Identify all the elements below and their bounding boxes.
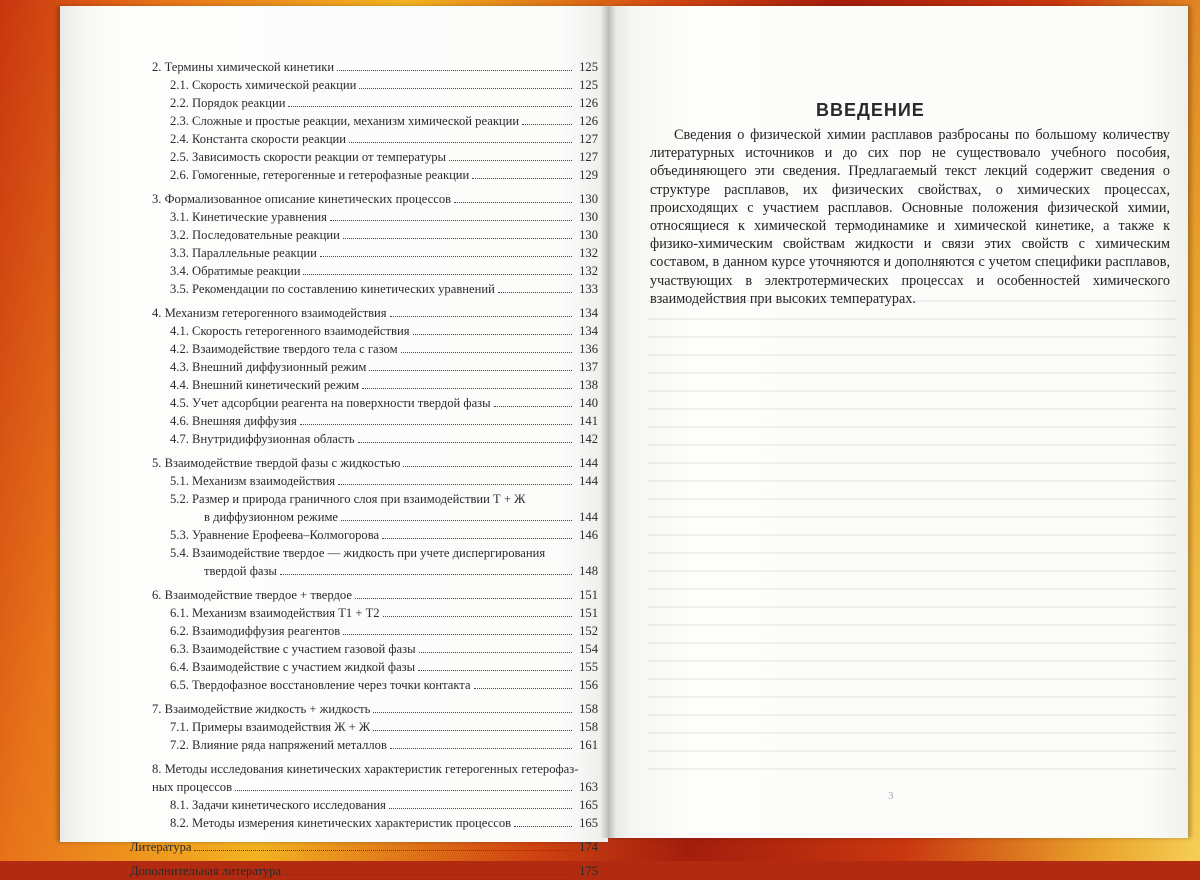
toc-entry xyxy=(142,700,598,718)
toc-entry xyxy=(142,340,598,358)
show-through-line xyxy=(648,408,1176,410)
toc-page-number: 154 xyxy=(579,642,598,656)
toc-page-number: 130 xyxy=(579,210,598,224)
toc-page-number: 146 xyxy=(579,528,598,542)
toc-entry-title: 4. Механизм гетерогенного взаимодействия xyxy=(152,306,387,320)
show-through-line xyxy=(648,480,1176,482)
show-through-line xyxy=(648,516,1176,518)
intro-title: ВВЕДЕНИЕ xyxy=(816,100,925,120)
toc-entry xyxy=(142,112,598,130)
toc-entry-title: 2.4. Константа скорости реакции xyxy=(170,132,347,146)
toc-entry-title: 6.2. Взаимодиффузия реагентов xyxy=(170,624,341,638)
toc-entry-title: 3.3. Параллельные реакции xyxy=(170,246,317,260)
show-through-line xyxy=(648,606,1176,608)
toc-page-number: 132 xyxy=(579,264,598,278)
toc-page-number: 125 xyxy=(579,60,598,74)
show-through-line xyxy=(648,552,1176,554)
show-through-line xyxy=(648,318,1176,320)
toc-entry xyxy=(142,412,598,430)
show-through-line xyxy=(648,426,1176,428)
toc-entry-title: 4.3. Внешний диффузионный режим xyxy=(170,360,367,374)
show-through-line xyxy=(648,768,1176,770)
toc-entry-title: 8.1. Задачи кинетического исследования xyxy=(170,798,386,812)
toc-entry xyxy=(130,838,598,856)
toc-entry xyxy=(142,736,598,754)
toc-entry-title: Литература xyxy=(130,840,192,854)
toc-entry-title: 5.3. Уравнение Ерофеева–Колмогорова xyxy=(170,528,380,542)
show-through-line xyxy=(648,678,1176,680)
show-through-line xyxy=(648,570,1176,572)
toc-entry xyxy=(142,454,598,472)
show-through-line xyxy=(648,336,1176,338)
toc-page-number: 126 xyxy=(579,96,598,110)
toc-page-number: 174 xyxy=(579,840,598,854)
toc-entry xyxy=(142,604,598,622)
toc-entry-title: 5.1. Механизм взаимодействия xyxy=(170,474,336,488)
toc-entry xyxy=(142,622,598,640)
intro-paragraph: Сведения о физической химии расплавов разбросаны по большому количеству литературных источников и до сих пор не существовало учебного пособия, объединяющего эти сведения. Предлагаемый текст лекций содержит сведения о структуре расплавов, их физических свойствах, о химических процессах, происходящих с участием расплавов. Основные положения физической химии, относящиеся к химической термодинамике и химической кинетике, а также к физико-химическим свойствам жидкости и связи этих свойств с химическим составом, в данном курсе уточняются и дополняются с учетом специфики расплавов, участвующих в электротермических процессах и особенностей химического взаимодействия при высоких температурах. xyxy=(650,127,1170,307)
toc-entry xyxy=(142,376,598,394)
toc-entry-title: 6. Взаимодействие твердое + твердое xyxy=(152,588,352,602)
toc-entry xyxy=(142,490,598,508)
toc-entry xyxy=(142,796,598,814)
right-page-number: 3 xyxy=(888,790,894,802)
toc-entry-title: 4.4. Внешний кинетический режим xyxy=(170,378,360,392)
toc-entry xyxy=(142,544,598,562)
toc-page-number: 161 xyxy=(579,738,598,752)
toc-entry xyxy=(142,526,598,544)
toc-page-number: 163 xyxy=(579,780,598,794)
table-of-contents xyxy=(130,58,598,880)
show-through-line xyxy=(648,588,1176,590)
toc-page-number: 132 xyxy=(579,246,598,260)
toc-page-number: 165 xyxy=(579,798,598,812)
toc-entry xyxy=(142,814,598,832)
show-through-line xyxy=(648,750,1176,752)
toc-entry xyxy=(142,586,598,604)
toc-page-number: 158 xyxy=(579,720,598,734)
toc-entry xyxy=(142,304,598,322)
toc-page-number: 165 xyxy=(579,816,598,830)
toc-page-number: 133 xyxy=(579,282,598,296)
toc-entry-title: Дополнительная литература xyxy=(130,864,282,878)
toc-page-number: 158 xyxy=(579,702,598,716)
toc-entry-title: 4.7. Внутридиффузионная область xyxy=(170,432,355,446)
toc-entry-title: 3. Формализованное описание кинетических процессов xyxy=(152,192,452,206)
show-through-line xyxy=(648,354,1176,356)
intro-body xyxy=(650,126,1170,308)
toc-entry-continued xyxy=(142,508,598,526)
toc-page-number: 126 xyxy=(579,114,598,128)
toc-entry-title: 4.5. Учет адсорбции реагента на поверхности твердой фазы xyxy=(170,396,491,410)
toc-entry xyxy=(142,676,598,694)
toc-entry-title: 4.2. Взаимодействие твердого тела с газом xyxy=(170,342,398,356)
show-through-line xyxy=(648,732,1176,734)
show-through-line xyxy=(648,444,1176,446)
toc-page-number: 136 xyxy=(579,342,598,356)
toc-entry-title: 7. Взаимодействие жидкость + жидкость xyxy=(152,702,371,716)
toc-entry xyxy=(142,58,598,76)
toc-entry-title: 4.6. Внешняя диффузия xyxy=(170,414,297,428)
toc-entry-title: 5. Взаимодействие твердой фазы с жидкостью xyxy=(152,456,401,470)
toc-page-number: 151 xyxy=(579,588,598,602)
toc-entry xyxy=(142,322,598,340)
toc-entry-title: 8. Методы исследования кинетических характеристик гетерогенных гетерофаз- xyxy=(152,762,579,776)
toc-entry-continued xyxy=(142,778,598,796)
toc-entry-title: 8.2. Методы измерения кинетических характеристик процессов xyxy=(170,816,512,830)
toc-entry-title-continued: ных процессов xyxy=(152,780,233,794)
toc-entry xyxy=(142,358,598,376)
show-through-line xyxy=(648,714,1176,716)
toc-entry xyxy=(142,244,598,262)
toc-page-number: 127 xyxy=(579,132,598,146)
toc-entry-title: 6.3. Взаимодействие с участием газовой фазы xyxy=(170,642,416,656)
toc-entry xyxy=(142,208,598,226)
toc-entry xyxy=(142,718,598,736)
toc-page-number: 129 xyxy=(579,168,598,182)
toc-entry-title: 7.2. Влияние ряда напряжений металлов xyxy=(170,738,387,752)
toc-page-number: 156 xyxy=(579,678,598,692)
toc-entry-title: 5.2. Размер и природа граничного слоя при взаимодействии Т + Ж xyxy=(170,492,526,506)
show-through-line xyxy=(648,660,1176,662)
toc-page-number: 151 xyxy=(579,606,598,620)
show-through-line xyxy=(648,696,1176,698)
toc-page-number: 155 xyxy=(579,660,598,674)
toc-page-number: 130 xyxy=(579,228,598,242)
toc-entry-title: 2.3. Сложные и простые реакции, механизм химической реакции xyxy=(170,114,520,128)
toc-entry-title: 2.5. Зависимость скорости реакции от температуры xyxy=(170,150,447,164)
toc-page-number: 148 xyxy=(579,564,598,578)
toc-page-number: 142 xyxy=(579,432,598,446)
toc-entry xyxy=(142,658,598,676)
toc-page-number: 138 xyxy=(579,378,598,392)
toc-entry xyxy=(142,262,598,280)
toc-entry-title: 6.1. Механизм взаимодействия Т1 + Т2 xyxy=(170,606,380,620)
toc-entry-title: 3.5. Рекомендации по составлению кинетических уравнений xyxy=(170,282,495,296)
toc-page-number: 144 xyxy=(579,510,598,524)
toc-entry xyxy=(142,94,598,112)
show-through-line xyxy=(648,642,1176,644)
toc-entry xyxy=(142,76,598,94)
toc-page-number: 130 xyxy=(579,192,598,206)
toc-entry-title: 4.1. Скорость гетерогенного взаимодействия xyxy=(170,324,410,338)
toc-page-number: 127 xyxy=(579,150,598,164)
toc-entry-continued xyxy=(142,562,598,580)
toc-entry xyxy=(142,148,598,166)
toc-page-number: 134 xyxy=(579,324,598,338)
toc-entry-title: 3.1. Кинетические уравнения xyxy=(170,210,327,224)
toc-page-number: 141 xyxy=(579,414,598,428)
toc-entry xyxy=(142,190,598,208)
toc-page-number: 144 xyxy=(579,474,598,488)
show-through-line xyxy=(648,624,1176,626)
toc-page-number: 134 xyxy=(579,306,598,320)
toc-page-number: 125 xyxy=(579,78,598,92)
toc-entry-title: 3.2. Последовательные реакции xyxy=(170,228,340,242)
toc-page-number: 152 xyxy=(579,624,598,638)
toc-page-number: 144 xyxy=(579,456,598,470)
toc-entry xyxy=(142,130,598,148)
toc-entry xyxy=(142,226,598,244)
toc-entry-title: 6.5. Твердофазное восстановление через точки контакта xyxy=(170,678,471,692)
show-through-line xyxy=(648,390,1176,392)
toc-entry-title: 2.2. Порядок реакции xyxy=(170,96,286,110)
toc-entry xyxy=(142,430,598,448)
book-gutter xyxy=(600,6,616,838)
toc-entry xyxy=(142,280,598,298)
toc-entry-title: 3.4. Обратимые реакции xyxy=(170,264,301,278)
toc-entry-title: 2. Термины химической кинетики xyxy=(152,60,335,74)
show-through-line xyxy=(648,372,1176,374)
toc-entry-title: 5.4. Взаимодействие твердое — жидкость при учете диспергирования xyxy=(170,546,546,560)
toc-entry xyxy=(142,394,598,412)
show-through-line xyxy=(648,534,1176,536)
show-through-line xyxy=(648,498,1176,500)
toc-entry xyxy=(142,640,598,658)
toc-entry-title-continued: твердой фазы xyxy=(204,564,277,578)
toc-entry-title: 6.4. Взаимодействие с участием жидкой фазы xyxy=(170,660,416,674)
toc-entry xyxy=(142,472,598,490)
toc-entry xyxy=(142,166,598,184)
toc-page-number: 137 xyxy=(579,360,598,374)
toc-entry-title: 2.1. Скорость химической реакции xyxy=(170,78,357,92)
toc-entry-title-continued: в диффузионном режиме xyxy=(204,510,339,524)
toc-entry xyxy=(142,760,598,778)
toc-page-number: 140 xyxy=(579,396,598,410)
toc-entry xyxy=(130,862,598,880)
toc-page-number: 175 xyxy=(579,864,598,878)
show-through-line xyxy=(648,300,1176,302)
toc-entry-title: 2.6. Гомогенные, гетерогенные и гетерофазные реакции xyxy=(170,168,470,182)
toc-entry-title: 7.1. Примеры взаимодействия Ж + Ж xyxy=(170,720,371,734)
show-through-line xyxy=(648,462,1176,464)
